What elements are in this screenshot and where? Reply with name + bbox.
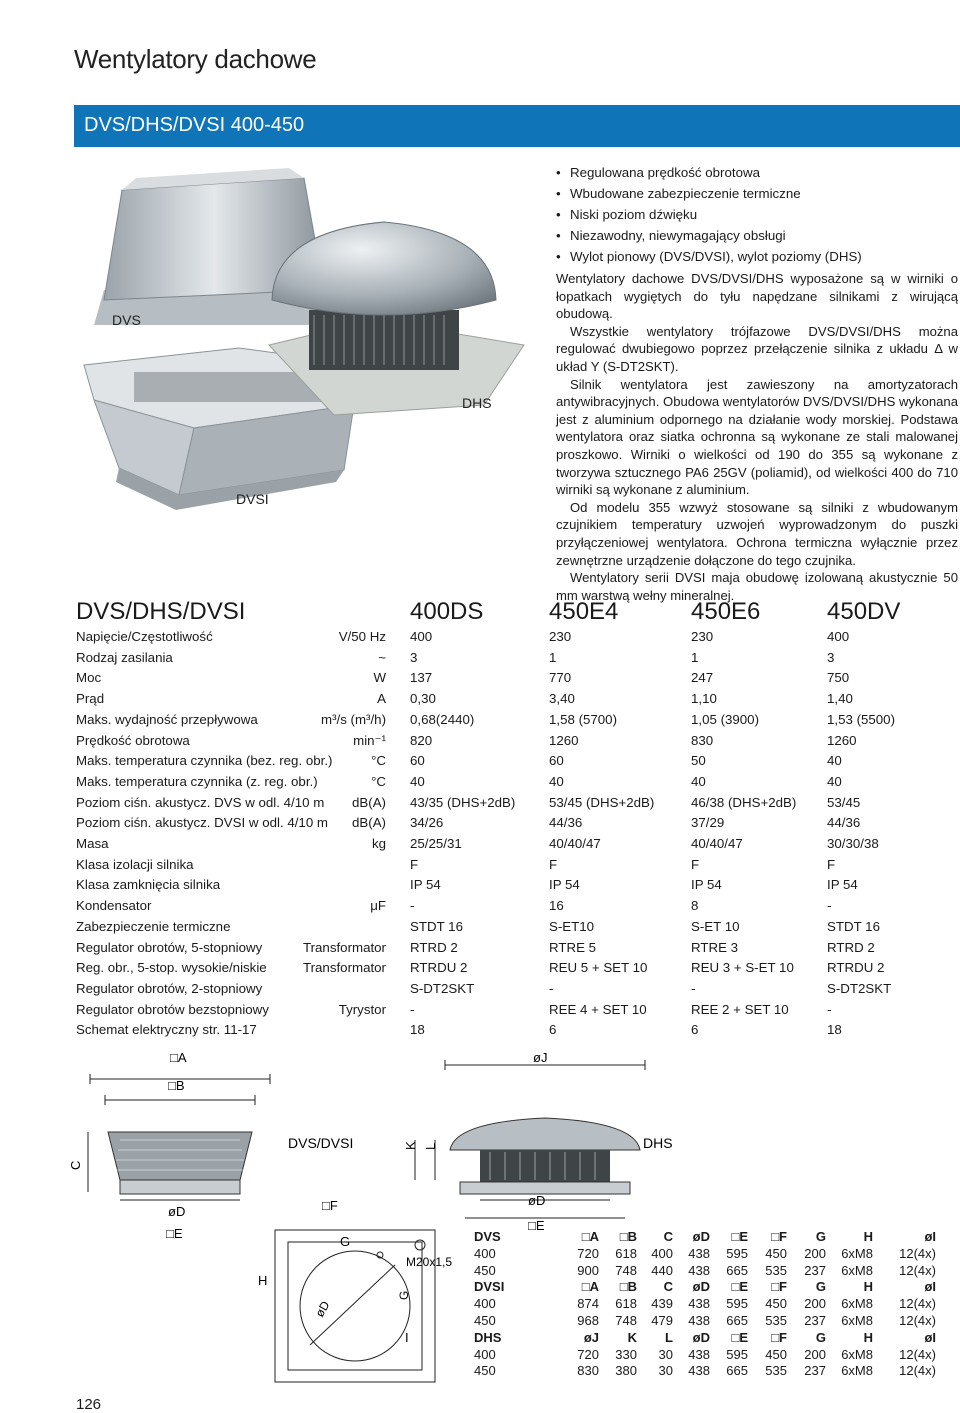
dimension-cell: C	[663, 1279, 673, 1295]
dimension-cell: G	[815, 1279, 826, 1295]
spec-value: 40	[691, 773, 706, 789]
dimension-cell: 6xM8	[841, 1262, 873, 1278]
dimension-cell: øI	[924, 1329, 936, 1345]
spec-value: 8	[691, 898, 699, 914]
dimension-cell: H	[863, 1229, 873, 1244]
dimension-cell: 439	[651, 1296, 673, 1312]
dimension-cell: 12(4x)	[899, 1346, 936, 1362]
spec-header-model: 450E6	[691, 598, 761, 625]
dimension-header-row	[474, 1279, 944, 1296]
dimension-cell: 720	[577, 1245, 599, 1261]
spec-value: REU 5 + SET 10	[549, 960, 648, 976]
spec-row-unit: dB(A)	[352, 794, 386, 810]
spec-row-label: Klasa izolacji silnika	[76, 856, 194, 872]
spec-value: RTRE 5	[549, 939, 597, 955]
dim-label-od-dhs: øD	[528, 1193, 546, 1208]
spec-value: 43/35 (DHS+2dB)	[410, 794, 516, 810]
spec-value: STDT 16	[827, 918, 880, 934]
dim-label-od: øD	[168, 1204, 186, 1219]
dimension-cell: 6xM8	[841, 1313, 873, 1328]
spec-value: IP 54	[691, 877, 722, 893]
dimension-cell: 30	[658, 1346, 673, 1362]
spec-value: 400	[827, 629, 850, 644]
dhs-drawing	[395, 1050, 695, 1230]
dimension-cell: 748	[615, 1313, 637, 1328]
dimension-row	[474, 1347, 944, 1364]
spec-value: 30/30/38	[827, 836, 879, 851]
spec-row-unit: dB(A)	[352, 815, 386, 831]
dimension-cell: 438	[688, 1245, 710, 1261]
dimension-row	[474, 1263, 944, 1280]
spec-row-unit: V/50 Hz	[338, 629, 386, 644]
spec-row-unit: ~	[378, 649, 386, 665]
spec-row-label: Prąd	[76, 691, 105, 707]
spec-value: 16	[549, 898, 564, 914]
dimension-cell: 12(4x)	[899, 1363, 936, 1379]
drawing-label-dvs-dvsi: DVS/DVSI	[288, 1135, 354, 1151]
dimension-cell: 12(4x)	[899, 1245, 936, 1261]
spec-row-label: Regulator obrotów bezstopniowy	[76, 1001, 269, 1017]
spec-row-label: Moc	[76, 670, 102, 686]
spec-row-label: Kondensator	[76, 898, 152, 914]
dimension-cell: 450	[474, 1313, 496, 1328]
dimension-cell: 450	[474, 1363, 496, 1379]
spec-value: 1,10	[691, 691, 717, 707]
spec-row-unit: Tyrystor	[338, 1001, 386, 1017]
dimension-cell: 535	[765, 1313, 787, 1328]
dimension-cell: □F	[771, 1279, 787, 1295]
spec-value: 53/45	[827, 794, 861, 810]
spec-header-series: DVS/DHS/DVSI	[76, 598, 246, 625]
dimension-row	[474, 1296, 944, 1313]
description	[556, 270, 958, 604]
dim-label-c: C	[68, 1160, 83, 1170]
section-title-bar	[74, 105, 960, 147]
dimension-cell: 6xM8	[841, 1245, 873, 1261]
spec-value: 53/45 (DHS+2dB)	[549, 794, 655, 810]
dimension-cell: 438	[688, 1313, 710, 1328]
spec-value: 230	[691, 629, 714, 644]
spec-value: 18	[410, 1022, 425, 1038]
dim-label-e-dhs: □E	[528, 1218, 545, 1230]
spec-value: 1,58 (5700)	[549, 711, 618, 727]
spec-value: 230	[549, 629, 572, 644]
dimension-cell: 400	[474, 1245, 496, 1261]
dimension-cell: øI	[924, 1229, 936, 1244]
section-title: DVS/DHS/DVSI 400-450	[84, 114, 305, 136]
spec-value: 1	[691, 649, 699, 665]
spec-value: -	[827, 898, 832, 914]
dimension-cell: 400	[651, 1245, 673, 1261]
dimension-cell: H	[863, 1279, 873, 1295]
spec-row	[74, 712, 960, 733]
spec-value: 44/36	[827, 815, 861, 831]
spec-row-unit: Transformator	[302, 960, 386, 976]
dimension-cell: 968	[577, 1313, 599, 1328]
spec-value: 0,68(2440)	[410, 711, 475, 727]
dimension-cell: 535	[765, 1262, 787, 1278]
dimension-cell: 6xM8	[841, 1363, 873, 1379]
dim-label-b: □B	[168, 1078, 185, 1093]
spec-row-unit: μF	[370, 898, 386, 914]
spec-value: 3	[410, 649, 418, 665]
spec-value: 247	[691, 670, 714, 686]
dimension-cell: 874	[577, 1296, 599, 1312]
dimension-cell: C	[663, 1229, 673, 1244]
spec-row-label: Masa	[76, 836, 109, 851]
dim-label-k: K	[403, 1141, 418, 1150]
dimension-cell: 200	[804, 1296, 826, 1312]
spec-value: STDT 16	[410, 918, 463, 934]
dimension-cell: DHS	[474, 1329, 502, 1345]
dimension-row	[474, 1313, 944, 1330]
dimension-cell: 595	[726, 1346, 748, 1362]
description-paragraph: Od modelu 355 wzwyż stosowane są silniki z wbudowanym czujnikiem temperatury uzwojeń wyprowadzonym do puszki przyłączeniowej wentylatora. Ochrona termiczna wyłącznie przez zewnętrzne urządzenie dołączone do tego czujnika.	[556, 499, 958, 568]
dimension-cell: 830	[577, 1363, 599, 1379]
spec-value: 40/40/47	[691, 836, 743, 851]
dim-label-h: H	[258, 1273, 268, 1288]
dimension-cell: G	[815, 1229, 826, 1244]
dimension-cell: 450	[765, 1296, 787, 1312]
description-paragraph: Wentylatory dachowe DVS/DVSI/DHS wyposażone są w wirniki o łopatkach wygiętych do tyłu napędzane silnikami z wirującą obudową.	[556, 271, 958, 322]
dimension-cell: 12(4x)	[899, 1313, 936, 1328]
spec-value: 40/40/47	[549, 836, 601, 851]
feature-item: • Regulowana prędkość obrotowa	[556, 162, 956, 183]
spec-value: -	[410, 898, 415, 914]
dimension-cell: 200	[804, 1346, 826, 1362]
spec-row-label: Rodzaj zasilania	[76, 649, 173, 665]
dim-label-oj: øJ	[533, 1050, 548, 1065]
spec-value: IP 54	[410, 877, 441, 893]
dimension-cell: □E	[731, 1229, 748, 1244]
spec-value: 40	[410, 773, 425, 789]
dimension-cell: 450	[765, 1245, 787, 1261]
spec-value: 1260	[549, 732, 579, 748]
spec-value: 770	[549, 670, 572, 686]
dimension-cell: 237	[804, 1313, 826, 1328]
dimension-cell: □F	[771, 1329, 787, 1345]
dim-label-i: I	[405, 1330, 409, 1345]
spec-value: F	[827, 856, 836, 872]
dimension-cell: 12(4x)	[899, 1262, 936, 1278]
spec-row-label: Regulator obrotów, 5-stopniowy	[76, 939, 263, 955]
spec-value: 1,40	[827, 691, 853, 707]
feature-item: • Wbudowane zabezpieczenie termiczne	[556, 183, 956, 204]
spec-value: 40	[549, 773, 564, 789]
dim-label-l: L	[423, 1142, 438, 1150]
dimension-cell: 618	[615, 1296, 637, 1312]
dimension-cell: øD	[692, 1229, 710, 1244]
dim-label-e: □E	[166, 1226, 183, 1241]
spec-row	[74, 877, 960, 898]
spec-value: F	[691, 856, 700, 872]
dimension-cell: øD	[692, 1329, 710, 1345]
spec-row-label: Klasa zamknięcia silnika	[76, 877, 221, 893]
dim-label-g: G	[340, 1234, 351, 1249]
spec-row-label: Maks. wydajność przepływowa	[76, 711, 258, 727]
dimension-cell: øI	[924, 1279, 936, 1295]
dimension-cell: □B	[619, 1229, 637, 1244]
dimension-cell: 665	[726, 1262, 748, 1278]
dimension-cell: 6xM8	[841, 1346, 873, 1362]
spec-row	[74, 629, 960, 650]
dim-label-f: □F	[322, 1198, 338, 1213]
dimension-cell: □E	[731, 1329, 748, 1345]
feature-item: • Niezawodny, niewymagający obsługi	[556, 225, 956, 246]
dimension-cell: 665	[726, 1313, 748, 1328]
spec-value: RTRDU 2	[827, 960, 885, 976]
dimension-cell: 450	[474, 1262, 496, 1278]
dimension-row	[474, 1363, 944, 1380]
spec-row	[74, 857, 960, 878]
spec-value: 50	[691, 753, 706, 769]
dimension-header-row	[474, 1330, 944, 1347]
description-paragraph: Wentylatory serii DVSI maja obudowę izolowaną akustycznie 50 mm warstwą wełny mineralnej.	[556, 570, 958, 603]
drawing-label-dhs: DHS	[643, 1135, 673, 1151]
spec-value: 820	[410, 732, 433, 748]
dimension-cell: øJ	[583, 1329, 599, 1345]
spec-value: -	[691, 980, 696, 996]
spec-row	[74, 898, 960, 919]
spec-value: 46/38 (DHS+2dB)	[691, 794, 797, 810]
spec-row-label: Maks. temperatura czynnika (z. reg. obr.)	[76, 773, 318, 789]
spec-value: 40	[827, 753, 842, 769]
dimension-cell: 400	[474, 1346, 496, 1362]
dimension-cell: 595	[726, 1245, 748, 1261]
spec-value: S-DT2SKT	[410, 980, 475, 996]
spec-row-label: Reg. obr., 5-stop. wysokie/niskie	[76, 960, 267, 976]
product-photo	[74, 150, 534, 550]
spec-row	[74, 753, 960, 774]
dvs-label: DVS	[112, 312, 141, 328]
spec-header-model: 400DS	[410, 598, 484, 625]
dimension-cell: 438	[688, 1262, 710, 1278]
dimension-cell: 450	[765, 1346, 787, 1362]
dimension-cell: □A	[581, 1229, 599, 1244]
dimension-cell: 720	[577, 1346, 599, 1362]
feature-item: • Niski poziom dźwięku	[556, 204, 956, 225]
dimension-cell: 200	[804, 1245, 826, 1261]
spec-value: 60	[549, 753, 564, 769]
spec-row-label: Maks. temperatura czynnika (bez. reg. obr.)	[76, 753, 333, 769]
dimension-cell: H	[863, 1329, 873, 1345]
spec-value: IP 54	[549, 877, 580, 893]
spec-value: S-ET10	[549, 918, 595, 934]
spec-row-unit: kg	[371, 836, 386, 851]
spec-value: 3,40	[549, 691, 575, 707]
spec-row-unit: °C	[371, 773, 386, 789]
spec-value: 6	[549, 1022, 557, 1038]
spec-value: -	[410, 1001, 415, 1017]
dimension-cell: DVSI	[474, 1279, 505, 1295]
dimension-cell: □B	[619, 1279, 637, 1295]
dimension-cell: DVS	[474, 1229, 501, 1244]
spec-value: 750	[827, 670, 850, 686]
dim-label-m20: M20x1,5	[406, 1255, 453, 1269]
spec-value: 1,53 (5500)	[827, 711, 896, 727]
page-title: Wentylatory dachowe	[74, 44, 317, 74]
dimension-cell: 237	[804, 1363, 826, 1379]
spec-value: S-ET 10	[691, 918, 740, 934]
spec-row-label: Napięcie/Częstotliwość	[76, 629, 213, 644]
spec-value: REE 4 + SET 10	[549, 1001, 647, 1017]
spec-row-unit: min⁻¹	[353, 732, 386, 748]
spec-value: 137	[410, 670, 433, 686]
spec-value: RTRE 3	[691, 939, 739, 955]
spec-value: F	[410, 856, 419, 872]
spec-row-unit: A	[377, 691, 386, 707]
spec-value: F	[549, 856, 558, 872]
dim-label-g-side: G	[397, 1290, 411, 1300]
dimension-header-row	[474, 1229, 944, 1246]
feature-list	[556, 162, 956, 267]
dimension-cell: 535	[765, 1363, 787, 1379]
spec-row	[74, 670, 960, 691]
spec-row	[74, 1002, 960, 1023]
dimension-cell: □A	[581, 1279, 599, 1295]
spec-row	[74, 650, 960, 671]
dimension-cell: 380	[615, 1363, 637, 1379]
spec-value: 400	[410, 629, 433, 644]
description-paragraph: Wszystkie wentylatory trójfazowe DVS/DVSI/DHS można regulować dwubiegowo poprzez przełączenie silnika z układu Δ w układ Y (S-DT2SKT).	[556, 323, 958, 374]
dimension-cell: 618	[615, 1245, 637, 1261]
spec-row	[74, 836, 960, 857]
spec-value: 25/25/31	[410, 836, 462, 851]
spec-value: 1,05 (3900)	[691, 711, 760, 727]
spec-row-unit: Transformator	[302, 939, 386, 955]
spec-value: 1260	[827, 732, 857, 748]
spec-value: 37/29	[691, 815, 725, 831]
spec-row	[74, 691, 960, 712]
spec-value: 830	[691, 732, 714, 748]
spec-row	[74, 774, 960, 795]
spec-value: REU 3 + S-ET 10	[691, 960, 794, 976]
spec-value: RTRDU 2	[410, 960, 468, 976]
spec-value: -	[549, 980, 554, 996]
spec-row-label: Schemat elektryczny str. 11-17	[76, 1022, 257, 1038]
spec-value: 60	[410, 753, 425, 769]
dimension-cell: 237	[804, 1262, 826, 1278]
dimension-cell: 330	[615, 1346, 637, 1362]
spec-value: IP 54	[827, 877, 858, 893]
feature-item: • Wylot pionowy (DVS/DVSI), wylot poziomy (DHS)	[556, 246, 956, 267]
spec-row-label: Zabezpieczenie termiczne	[76, 918, 231, 934]
spec-value: 6	[691, 1022, 699, 1038]
spec-value: -	[827, 1001, 832, 1017]
spec-value: 34/26	[410, 815, 444, 831]
spec-row	[74, 815, 960, 836]
page-number: 126	[76, 1396, 102, 1413]
dimension-cell: 665	[726, 1363, 748, 1379]
spec-value: 44/36	[549, 815, 583, 831]
dimension-cell: 748	[615, 1262, 637, 1278]
dimension-cell: 12(4x)	[899, 1296, 936, 1312]
spec-value: RTRD 2	[410, 939, 458, 955]
spec-row-label: Prędkość obrotowa	[76, 732, 190, 748]
dimension-cell: L	[665, 1329, 673, 1345]
dimension-cell: 440	[651, 1262, 673, 1278]
spec-row	[74, 960, 960, 981]
spec-value: 3	[827, 649, 835, 665]
spec-row-unit: °C	[371, 753, 386, 769]
dimension-cell: 438	[688, 1346, 710, 1362]
dimension-cell: 30	[658, 1363, 673, 1379]
spec-row-label: Regulator obrotów, 2-stopniowy	[76, 980, 263, 996]
spec-value: 18	[827, 1022, 842, 1038]
spec-row-label: Poziom ciśn. akustycz. DVSI w odl. 4/10 m	[76, 815, 328, 831]
dimension-row	[474, 1246, 944, 1263]
dimension-cell: 438	[688, 1296, 710, 1312]
dimension-cell: G	[815, 1329, 826, 1345]
spec-row	[74, 733, 960, 754]
dimension-cell: □E	[731, 1279, 748, 1295]
dimension-cell: 595	[726, 1296, 748, 1312]
dimension-cell: K	[627, 1329, 637, 1345]
dvsi-label: DVSI	[236, 491, 269, 507]
dim-label-od-plan: øD	[312, 1298, 333, 1320]
spec-row	[74, 795, 960, 816]
spec-value: 0,30	[410, 691, 436, 707]
spec-header-model: 450DV	[827, 598, 901, 625]
dimension-cell: 479	[651, 1313, 673, 1328]
dimension-cell: 6xM8	[841, 1296, 873, 1312]
spec-row-unit: W	[373, 670, 386, 686]
description-paragraph: Silnik wentylatora jest zawieszony na amortyzatorach antywibracyjnych. Obudowa wentylatorów DVS/DVSI/DHS wykonana jest z aluminium odpornego na działanie wody morskiej. Podstawa wentylatora oraz siatka ochronna są wykonane ze stali malowanej proszkowo. Wirniki o wielkości od 190 do 355 są wykonane z tworzywa sztucznego PA6 25GV (poliamid), od wielkości 400 do 710 wirniki są wykonane z aluminium.	[556, 376, 958, 498]
spec-row	[74, 919, 960, 940]
spec-row-label: Poziom ciśn. akustycz. DVS w odl. 4/10 m	[76, 794, 325, 810]
spec-row	[74, 981, 960, 1002]
spec-value: S-DT2SKT	[827, 980, 892, 996]
dimension-cell: øD	[692, 1279, 710, 1295]
dhs-label: DHS	[462, 395, 492, 411]
spec-row	[74, 1022, 960, 1043]
spec-value: 1	[549, 649, 557, 665]
spec-value: REE 2 + SET 10	[691, 1001, 789, 1017]
dimension-cell: 900	[577, 1262, 599, 1278]
spec-value: RTRD 2	[827, 939, 875, 955]
spec-row	[74, 940, 960, 961]
spec-value: 40	[827, 773, 842, 789]
dimension-cell: 438	[688, 1363, 710, 1379]
dimension-cell: 400	[474, 1296, 496, 1312]
dim-label-a: □A	[170, 1050, 187, 1065]
dimension-cell: □F	[771, 1229, 787, 1244]
spec-header-model: 450E4	[549, 598, 619, 625]
spec-row-unit: m³/s (m³/h)	[321, 711, 386, 727]
